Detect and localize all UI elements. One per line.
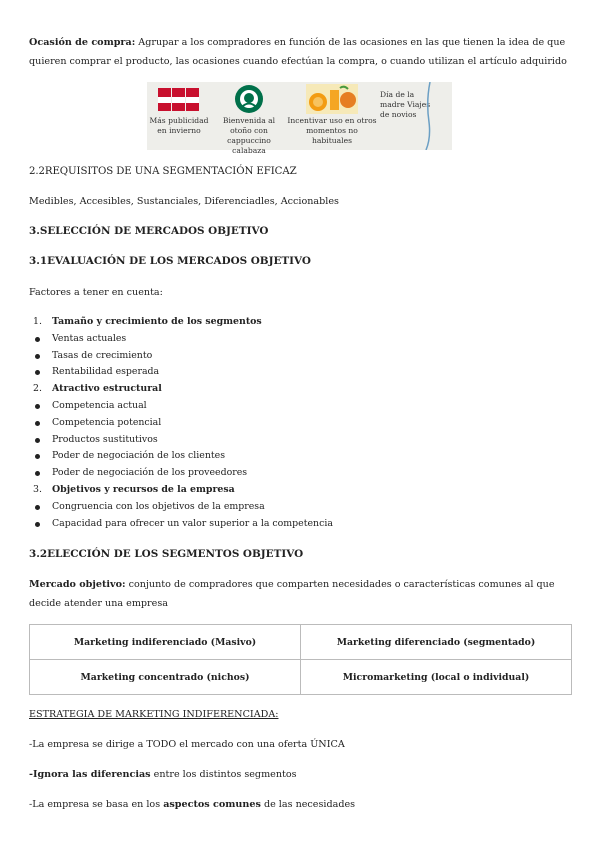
- list-item: Congruencia con los objetivos de la empresa: [29, 499, 333, 516]
- example-autumn: [211, 82, 287, 155]
- example-winter: [147, 82, 211, 150]
- bullet-icon: [35, 404, 40, 409]
- list-item: Competencia actual: [29, 398, 333, 415]
- example-other-moments: [287, 82, 377, 150]
- section-heading: 3.2ELECCIÓN DE LOS SEGMENTOS OBJETIVO: [29, 548, 304, 560]
- target-market-paragraph: [29, 575, 574, 613]
- example-caption: Más publicidad en invierno: [149, 116, 209, 135]
- requirements-text: Medibles, Accesibles, Sustanciales, Diferenciadles, Accionables: [29, 196, 339, 207]
- example-special-dates: [377, 82, 432, 150]
- table-cell: Micromarketing (local o individual): [301, 660, 572, 695]
- section-heading: 3.1EVALUACIÓN DE LOS MERCADOS OBJETIVO: [29, 255, 311, 267]
- calendar-note-icon: [424, 82, 432, 150]
- bullet-icon: [35, 438, 40, 443]
- list-item: Tasas de crecimiento: [29, 348, 333, 365]
- bullet-icon: [35, 354, 40, 359]
- bullet-icon: [35, 454, 40, 459]
- list-item: Poder de negociación de los proveedores: [29, 465, 333, 482]
- table-cell: Marketing concentrado (nichos): [30, 660, 301, 695]
- section-heading: 2.2REQUISITOS DE UNA SEGMENTACIÓN EFICAZ: [29, 166, 297, 177]
- target-market-text: conjunto de compradores que comparten necesidades o características comunes al que decide atender una empresa: [29, 579, 555, 609]
- list-item: Capacidad para ofrecer un valor superior a la competencia: [29, 516, 333, 533]
- list-item: Ventas actuales: [29, 331, 333, 348]
- strategy-title: ESTRATEGIA DE MARKETING INDIFERENCIADA:: [29, 709, 279, 720]
- purchase-occasion-label: Ocasión de compra:: [29, 37, 136, 48]
- orange-juice-icon: [306, 84, 358, 114]
- purchase-occasion-text: Agrupar a los compradores en función de las ocasiones en las que tienen la idea de que quieren comprar el producto, las ocasiones cuando efectúan la compra, o cuando utilizan el artículo adquirido: [29, 37, 567, 67]
- list-item: 2. Atractivo estructural: [33, 383, 162, 395]
- bullet-icon: [35, 522, 40, 527]
- bullet-icon: [35, 505, 40, 510]
- example-caption: Día de la madre Viajes de novios: [380, 90, 431, 119]
- bullet-icon: [35, 370, 40, 375]
- list-item: 1. Tamaño y crecimiento de los segmentos: [33, 316, 262, 327]
- table-cell: Marketing indiferenciado (Masivo): [30, 625, 301, 660]
- table-row: [30, 660, 572, 695]
- purchase-occasion-paragraph: [29, 33, 574, 71]
- marketing-strategies-table: [29, 624, 572, 695]
- factors-list: [29, 314, 333, 532]
- example-caption: Bienvenida al otoño con cappuccino calabaza: [222, 116, 276, 155]
- bullet-icon: [35, 471, 40, 476]
- example-caption: Incentivar uso en otros momentos no habituales: [287, 116, 377, 145]
- starbucks-logo-icon: [234, 84, 264, 114]
- list-item: Rentabilidad esperada: [29, 364, 333, 381]
- strategy-line: -Ignora las diferencias entre los distintos segmentos: [29, 769, 297, 780]
- table-cell: Marketing diferenciado (segmentado): [301, 625, 572, 660]
- examples-image-strip: [147, 82, 452, 155]
- table-row: [30, 625, 572, 660]
- list-item: Poder de negociación de los clientes: [29, 448, 333, 465]
- list-item: 3. Objetivos y recursos de la empresa: [33, 483, 235, 495]
- factors-intro: Factores a tener en cuenta:: [29, 287, 163, 298]
- list-item: Competencia potencial: [29, 415, 333, 432]
- strategy-line: -La empresa se dirige a TODO el mercado con una oferta ÚNICA: [29, 739, 345, 750]
- bullet-icon: [35, 337, 40, 342]
- strategy-line: -La empresa se basa en los aspectos comunes de las necesidades: [29, 799, 356, 810]
- bullet-icon: [35, 421, 40, 426]
- section-heading: 3.SELECCIÓN DE MERCADOS OBJETIVO: [29, 225, 269, 237]
- list-item: Productos sustitutivos: [29, 432, 333, 449]
- target-market-label: Mercado objetivo:: [29, 579, 126, 590]
- soup-cans-icon: [157, 84, 201, 114]
